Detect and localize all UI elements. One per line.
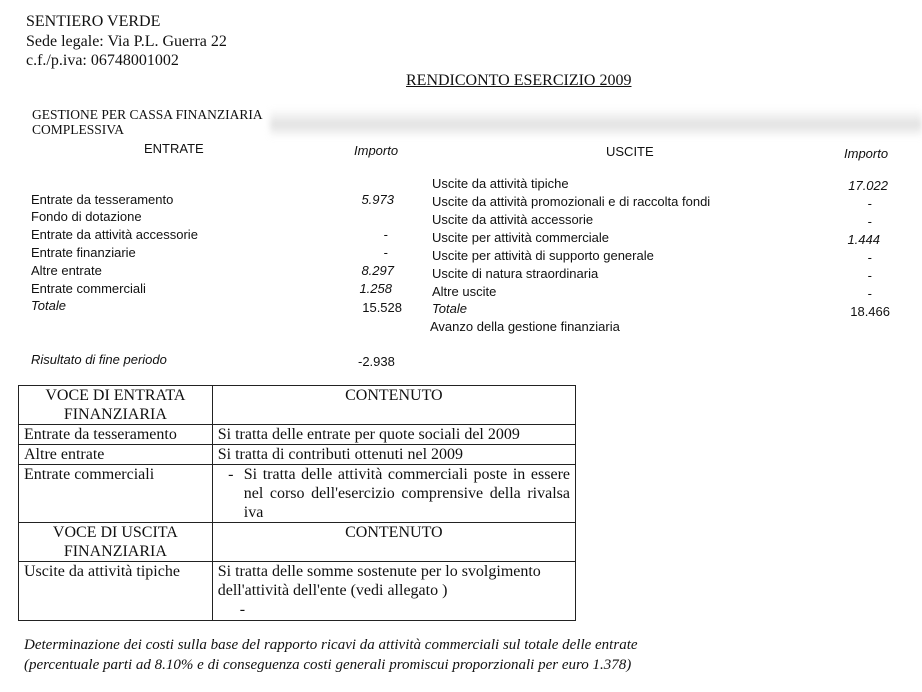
uscite-label-straordinaria: Uscite di natura straordinaria — [432, 266, 599, 281]
uscite-label-tipiche: Uscite da attività tipiche — [432, 176, 569, 191]
entrate-header: ENTRATE — [144, 141, 204, 156]
voce-entrata-header — [19, 386, 213, 425]
uscite-label-commerciale: Uscite per attività commerciale — [432, 230, 609, 245]
table-row — [19, 465, 576, 523]
entrate-label-commerciali: Entrate commerciali — [31, 281, 146, 296]
org-tax-id: c.f./p.iva: 06748001002 — [26, 52, 179, 69]
uscite-value-accessorie: - — [867, 214, 872, 229]
entrate-value-tesseramento: 5.973 — [361, 192, 394, 207]
contenuto-header: CONTENUTO — [212, 386, 575, 425]
uscite-importo-header: Importo — [844, 146, 889, 161]
uscite-value-tipiche: 17.022 — [848, 178, 888, 193]
uscite-label-altre: Altre uscite — [432, 284, 497, 299]
scan-smudge — [270, 108, 922, 138]
uscite-value-supporto: - — [867, 250, 872, 265]
uscite-total-label: Totale — [432, 301, 467, 316]
uscita-header-row — [19, 523, 576, 562]
voce-cell: Entrate da tesseramento — [19, 425, 213, 445]
voce-cell: Uscite da attività tipiche — [19, 562, 213, 621]
contenuto-cell: Si tratta di contributi ottenuti nel 2009 — [212, 445, 575, 465]
org-address: Sede legale: Via P.L. Guerra 22 — [26, 33, 227, 50]
uscite-total-value: 18.466 — [850, 304, 890, 319]
risultato-value: -2.938 — [358, 354, 395, 369]
table-row — [19, 445, 576, 465]
uscite-value-altre: - — [867, 286, 872, 301]
table-row — [19, 425, 576, 445]
voce-cell: Entrate commerciali — [19, 465, 213, 523]
entrate-label-altre: Altre entrate — [31, 263, 102, 278]
entrate-value-altre: 8.297 — [361, 263, 394, 278]
uscite-header: USCITE — [606, 144, 654, 159]
uscite-label-supporto: Uscite per attività di supporto generale — [432, 248, 654, 263]
contenuto-cell — [212, 465, 575, 523]
report-title: RENDICONTO ESERCIZIO 2009 — [406, 72, 632, 89]
contenuto-header: CONTENUTO — [212, 523, 575, 562]
uscite-value-promozionali: - — [867, 196, 872, 211]
uscite-value-commerciale: 1.444 — [847, 232, 880, 247]
bullet-text: Si tratta delle attività commerciali poste in essere nel corso dell'esercizio comprensive della rivalsa iva — [243, 466, 570, 521]
uscita-text-line2: dell'attività dell'ente (vedi allegato ) — [217, 582, 448, 599]
org-name: SENTIERO VERDE — [26, 13, 161, 30]
entrate-value-accessorie: - — [383, 227, 388, 242]
uscite-value-straordinaria: - — [867, 268, 872, 283]
uscite-label-accessorie: Uscite da attività accessorie — [432, 212, 594, 227]
uscita-text-line1: Si tratta delle somme sostenute per lo svolgimento — [217, 563, 541, 580]
entrate-value-commerciali: 1.258 — [359, 281, 392, 296]
entrate-value-finanziarie: - — [383, 245, 388, 260]
voce-entrata-header-line1: VOCE DI ENTRATA — [45, 387, 186, 404]
footer-line-1: Determinazione dei costi sulla base del rapporto ricavi da attività commerciali sul totale delle entrate — [24, 637, 638, 653]
content-table — [18, 385, 576, 621]
contenuto-cell: Si tratta delle entrate per quote sociali del 2009 — [212, 425, 575, 445]
entrate-label-accessorie: Entrate da attività accessorie — [31, 227, 198, 242]
contenuto-cell — [212, 562, 575, 621]
entrate-importo-header: Importo — [354, 143, 399, 158]
entrate-label-tesseramento: Entrate da tesseramento — [31, 192, 174, 207]
voce-uscita-header-line1: VOCE DI USCITA — [52, 524, 178, 541]
entrate-label-fondo: Fondo di dotazione — [31, 209, 142, 224]
uscita-dash: - — [239, 601, 246, 618]
bullet-item — [218, 465, 570, 522]
entrate-label-finanziarie: Entrate finanziarie — [31, 245, 136, 260]
entrate-total-value: 15.528 — [362, 300, 402, 315]
section-title-1: GESTIONE PER CASSA FINANZIARIA — [32, 107, 263, 122]
uscite-label-promozionali: Uscite da attività promozionali e di raccolta fondi — [432, 194, 711, 209]
table-row — [19, 562, 576, 621]
voce-entrata-header-line2: FINANZIARIA — [63, 406, 167, 423]
avanzo-label: Avanzo della gestione finanziaria — [430, 319, 620, 334]
footer-line-2: (percentuale parti ad 8.10% e di conseguenza costi generali promiscui proporzionali per euro 1.378) — [24, 657, 632, 673]
entrata-header-row — [19, 386, 576, 425]
section-title-2: COMPLESSIVA — [32, 122, 125, 137]
risultato-label: Risultato di fine periodo — [31, 352, 167, 367]
voce-uscita-header — [19, 523, 213, 562]
voce-uscita-header-line2: FINANZIARIA — [63, 543, 167, 560]
voce-cell: Altre entrate — [19, 445, 213, 465]
bullet-dash: - — [228, 466, 234, 483]
entrate-total-label: Totale — [31, 298, 66, 313]
